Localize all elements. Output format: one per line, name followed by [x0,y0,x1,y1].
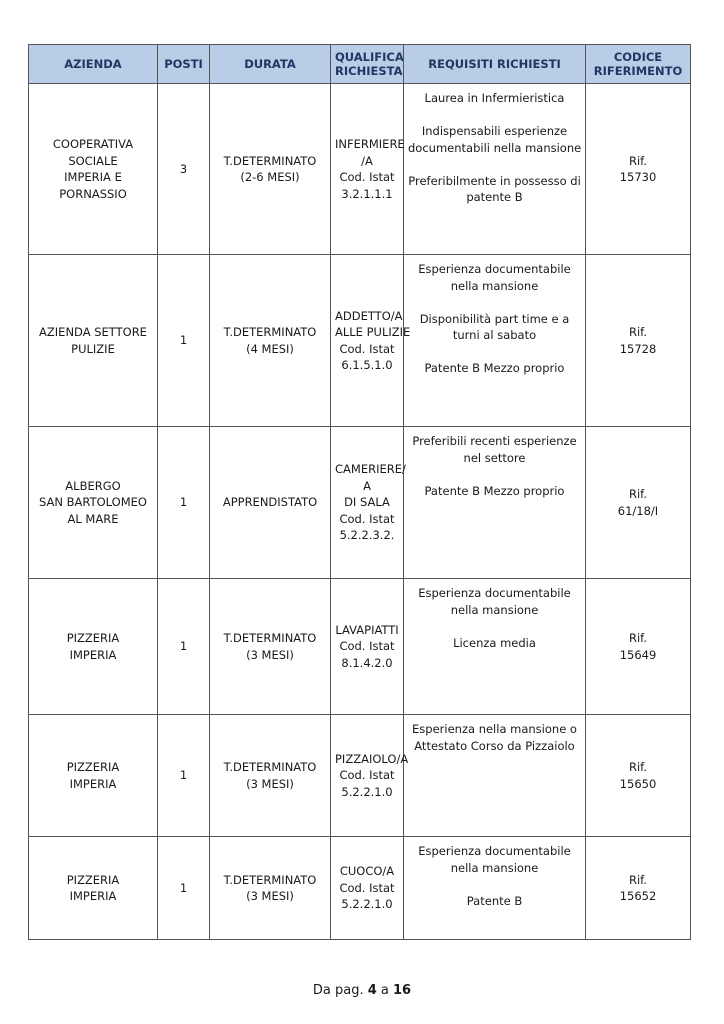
cell-spacer [408,156,581,173]
cell-azienda-line: PIZZERIA [66,631,120,645]
cell-durata-line: APPRENDISTATO [222,495,318,510]
cell-azienda [29,579,158,715]
cell-azienda-line: IMPERIA [69,889,117,903]
cell-durata [210,837,331,940]
cell-qualifica-line: ADDETTO/A [335,308,403,323]
cell-azienda-line: PORNASSIO [59,186,127,201]
cell-qualifica-line: Cod. Istat [339,170,395,184]
cell-requisiti [404,255,586,427]
cell-requisiti-line: Preferibili recenti esperienze [412,434,577,448]
cell-posti: 3 [158,84,210,255]
header-requisiti: REQUISITI RICHIESTI [404,45,586,84]
table-row [29,715,691,837]
cell-azienda-line: IMPERIA [69,647,117,662]
cell-azienda-line: AL MARE [67,511,119,526]
footer-total-pages: 16 [393,983,412,998]
cell-codice-line: 15650 [619,776,657,791]
table-row [29,579,691,715]
header-qualifica [331,45,404,84]
cell-requisiti-line: nella mansione [450,860,539,875]
cell-requisiti-line: turni al sabato [452,328,537,342]
cell-codice [586,427,691,579]
cell-qualifica-line: 8.1.4.2.0 [341,655,393,670]
cell-codice-line: Rif. [628,872,648,887]
cell-qualifica-line: DI SALA [344,495,390,510]
header-posti: POSTI [158,45,210,84]
cell-durata-line: T.DETERMINATO [223,872,317,887]
cell-azienda-line: PIZZERIA [66,872,120,887]
cell-spacer [408,618,581,635]
cell-requisiti-line: Preferibilmente in possesso di [408,173,581,188]
cell-requisiti-line: Disponibilità part time e a [419,311,570,326]
cell-requisiti [404,837,586,940]
cell-durata-line: T.DETERMINATO [223,153,317,168]
cell-durata-line: (3 MESI) [246,776,294,791]
cell-requisiti-line: Patente B [466,893,523,908]
cell-durata [210,255,331,427]
cell-codice [586,255,691,427]
footer-middle: a [376,983,394,998]
cell-requisiti-line: Esperienza documentabile [418,844,571,858]
table-row [29,427,691,579]
cell-spacer [408,344,581,361]
cell-qualifica-line: A [363,478,371,493]
cell-qualifica-line: 3.2.1.1.1 [341,186,393,201]
cell-requisiti-line: nella mansione [450,602,539,617]
cell-codice-line: 61/18/I [617,503,659,518]
cell-codice-line: 15652 [619,889,657,903]
cell-azienda-line: SOCIALE [68,153,118,168]
cell-azienda-line: IMPERIA [69,776,117,791]
header-codice-line2: RIFERIMENTO [593,64,683,78]
cell-posti: 1 [158,579,210,715]
cell-azienda [29,715,158,837]
header-codice-line1: CODICE [613,49,663,64]
cell-qualifica [331,837,404,940]
cell-codice-line: Rif. [628,153,648,168]
cell-azienda-line: PIZZERIA [66,760,120,774]
cell-qualifica [331,579,404,715]
cell-azienda-line: IMPERIA E [64,170,122,184]
footer-page-number: 4 [367,983,377,998]
cell-codice-line: 15730 [619,170,657,184]
cell-codice [586,837,691,940]
cell-requisiti-line: Patente B Mezzo proprio [424,361,565,375]
cell-requisiti [404,84,586,255]
cell-durata [210,715,331,837]
cell-azienda [29,837,158,940]
cell-requisiti-line: nel settore [463,450,526,465]
cell-spacer [408,876,581,893]
cell-durata-line: T.DETERMINATO [223,325,317,339]
cell-requisiti-line: nella mansione [450,278,539,293]
cell-posti: 1 [158,255,210,427]
cell-durata-line: (4 MESI) [246,341,294,356]
cell-durata [210,579,331,715]
cell-azienda [29,255,158,427]
cell-spacer [408,294,581,311]
cell-durata [210,427,331,579]
cell-requisiti [404,427,586,579]
cell-qualifica-line: Cod. Istat [339,880,395,895]
table-header-row [29,45,691,84]
cell-posti: 1 [158,837,210,940]
cell-qualifica-line: LAVAPIATTI [335,622,399,637]
cell-azienda-line: AZIENDA SETTORE [39,325,147,339]
cell-requisiti [404,715,586,837]
cell-requisiti-line: patente B [466,190,523,204]
cell-requisiti-line: Esperienza documentabile [418,586,571,600]
cell-codice [586,579,691,715]
cell-qualifica-line: 5.2.2.3.2. [339,528,395,543]
cell-codice-line: 15728 [619,341,657,356]
table-row [29,837,691,940]
cell-requisiti-line: Indispensabili esperienze [421,124,568,138]
cell-requisiti-line: Patente B Mezzo proprio [424,483,565,498]
cell-qualifica [331,84,404,255]
cell-azienda [29,427,158,579]
table-row [29,84,691,255]
cell-azienda-line: ALBERGO [65,478,121,493]
cell-durata [210,84,331,255]
cell-codice-line: 15649 [619,647,657,662]
cell-posti: 1 [158,427,210,579]
cell-posti: 1 [158,715,210,837]
job-table-page [28,44,690,940]
cell-qualifica-line: Cod. Istat [339,639,395,654]
cell-qualifica-line: CAMERIERE/ [335,462,406,477]
header-codice [586,45,691,84]
header-qualifica-line2: RICHIESTA [335,64,403,78]
cell-qualifica [331,427,404,579]
cell-durata-line: (2-6 MESI) [240,170,300,184]
cell-requisiti-line: documentabili nella mansione [408,140,582,155]
cell-codice [586,84,691,255]
job-offers-table [28,44,691,940]
cell-requisiti-line: Licenza media [453,635,536,650]
cell-codice [586,715,691,837]
cell-requisiti [404,579,586,715]
page-footer [0,983,724,998]
cell-qualifica-line: /A [361,153,373,168]
header-qualifica-line1: QUALIFICA [335,49,404,64]
header-durata: DURATA [210,45,331,84]
footer-prefix: Da pag. [312,983,368,998]
cell-durata-line: T.DETERMINATO [223,631,317,645]
cell-requisiti-line: Esperienza nella mansione o [412,722,577,736]
cell-qualifica [331,255,411,427]
cell-qualifica-line: Cod. Istat [339,341,395,356]
header-azienda: AZIENDA [29,45,158,84]
cell-azienda-line: SAN BARTOLOMEO [39,495,147,510]
cell-durata-line: (3 MESI) [246,647,294,662]
table-row [29,255,691,427]
cell-requisiti-line: Esperienza documentabile [418,262,571,276]
cell-qualifica-line: INFERMIERE [335,137,405,151]
cell-azienda [29,84,158,255]
cell-durata-line: T.DETERMINATO [223,760,317,774]
cell-codice-line: Rif. [628,325,648,339]
cell-qualifica-line: ALLE PULIZIE [335,325,411,339]
cell-qualifica-line: Cod. Istat [339,768,395,783]
cell-spacer [408,107,581,124]
cell-azienda-line: COOPERATIVA [52,137,134,151]
cell-spacer [408,466,581,483]
cell-qualifica-line: 6.1.5.1.0 [341,358,393,372]
cell-codice-line: Rif. [628,760,648,774]
cell-qualifica-line: PIZZAIOLO/A [335,751,409,766]
cell-qualifica [331,715,409,837]
cell-durata-line: (3 MESI) [246,889,294,903]
cell-qualifica-line: CUOCO/A [339,864,395,879]
cell-azienda-line: PULIZIE [71,341,115,356]
cell-codice-line: Rif. [628,631,648,645]
cell-qualifica-line: 5.2.2.1.0 [341,784,393,799]
cell-codice-line: Rif. [628,487,648,501]
cell-qualifica-line: Cod. Istat [339,511,395,526]
cell-qualifica-line: 5.2.2.1.0 [341,897,393,912]
cell-requisiti-line: Laurea in Infermieristica [424,91,565,105]
cell-requisiti-line: Attestato Corso da Pizzaiolo [414,738,575,753]
